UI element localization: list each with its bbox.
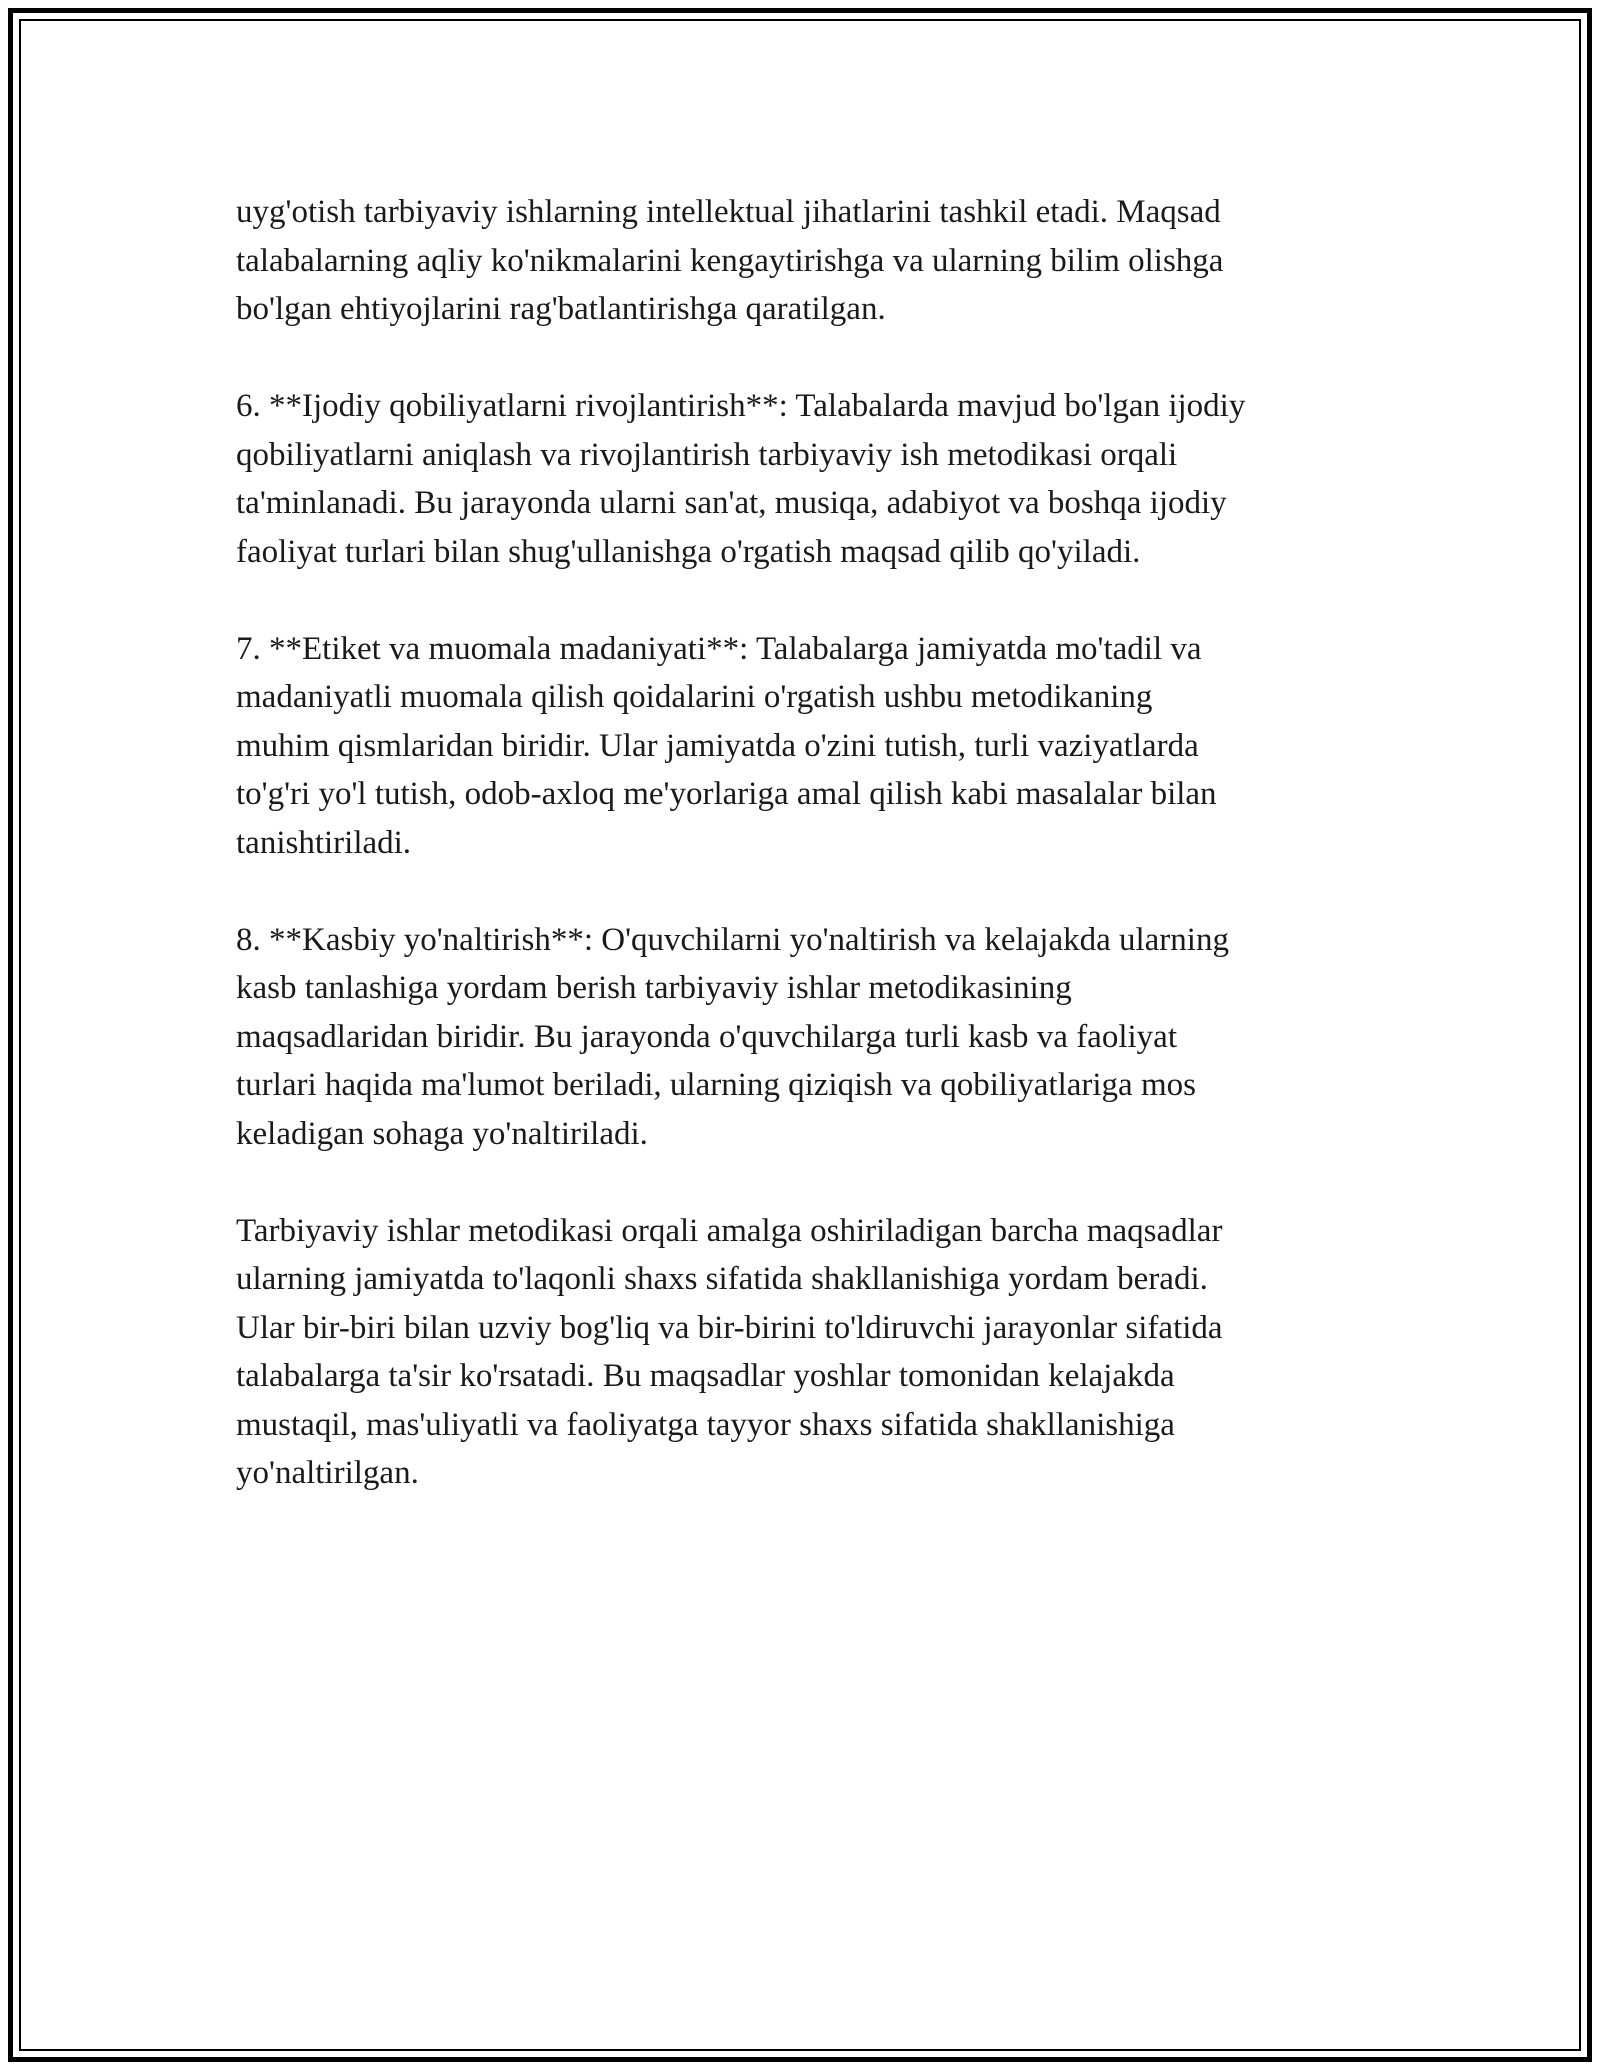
paragraph-conclusion: Tarbiyaviy ishlar metodikasi orqali amalga oshiriladigan barcha maqsadlar ularning jamiyatda to'laqonli shaxs sifatida shakllanishiga yordam beradi. Ular bir-biri bilan uzviy bog'liq va bir-birini to'ldiruvchi jarayonlar sifatida talabalarga ta'sir ko'rsatadi. Bu maqsadlar yoshlar tomonidan kelajakda mustaqil, mas'uliyatli va faoliyatga tayyor shaxs sifatida shakllanishiga yo'naltirilgan. [236, 1212, 1223, 1491]
document-body [236, 188, 1366, 1546]
paragraph-creative-abilities: 6. **Ijodiy qobiliyatlarni rivojlantirish**: Talabalarda mavjud bo'lgan ijodiy qobiliyatlarni aniqlash va rivojlantirish tarbiyaviy ish metodikasi orqali ta'minlanadi. Bu jarayonda ularni san'at, musiqa, adabiyot va boshqa ijodiy faoliyat turlari bilan shug'ullanishga o'rgatish maqsad qilib qo'yiladi. [236, 388, 1246, 570]
paragraph-etiquette-culture: 7. **Etiket va muomala madaniyati**: Talabalarga jamiyatda mo'tadil va madaniyatli muomala qilish qoidalarini o'rgatish ushbu metodikaning muhim qismlaridan biridir. Ular jamiyatda o'zini tutish, turli vaziyatlarda to'g'ri yo'l tutish, odob-axloq me'yorlariga amal qilish kabi masalalar bilan tanishtiriladi. [236, 630, 1217, 861]
paragraph-intellectual-aspects: uyg'otish tarbiyaviy ishlarning intellektual jihatlarini tashkil etadi. Maqsad talabalarning aqliy ko'nikmalarini kengaytirishga va ularning bilim olishga bo'lgan ehtiyojlarini rag'batlantirishga qaratilgan. [236, 194, 1224, 327]
paragraph-career-guidance: 8. **Kasbiy yo'naltirish**: O'quvchilarni yo'naltirish va kelajakda ularning kasb tanlashiga yordam berish tarbiyaviy ishlar metodikasining maqsadlaridan biridir. Bu jarayonda o'quvchilarga turli kasb va faoliyat turlari haqida ma'lumot beriladi, ularning qiziqish va qobiliyatlariga mos keladigan sohaga yo'naltiriladi. [236, 921, 1229, 1152]
